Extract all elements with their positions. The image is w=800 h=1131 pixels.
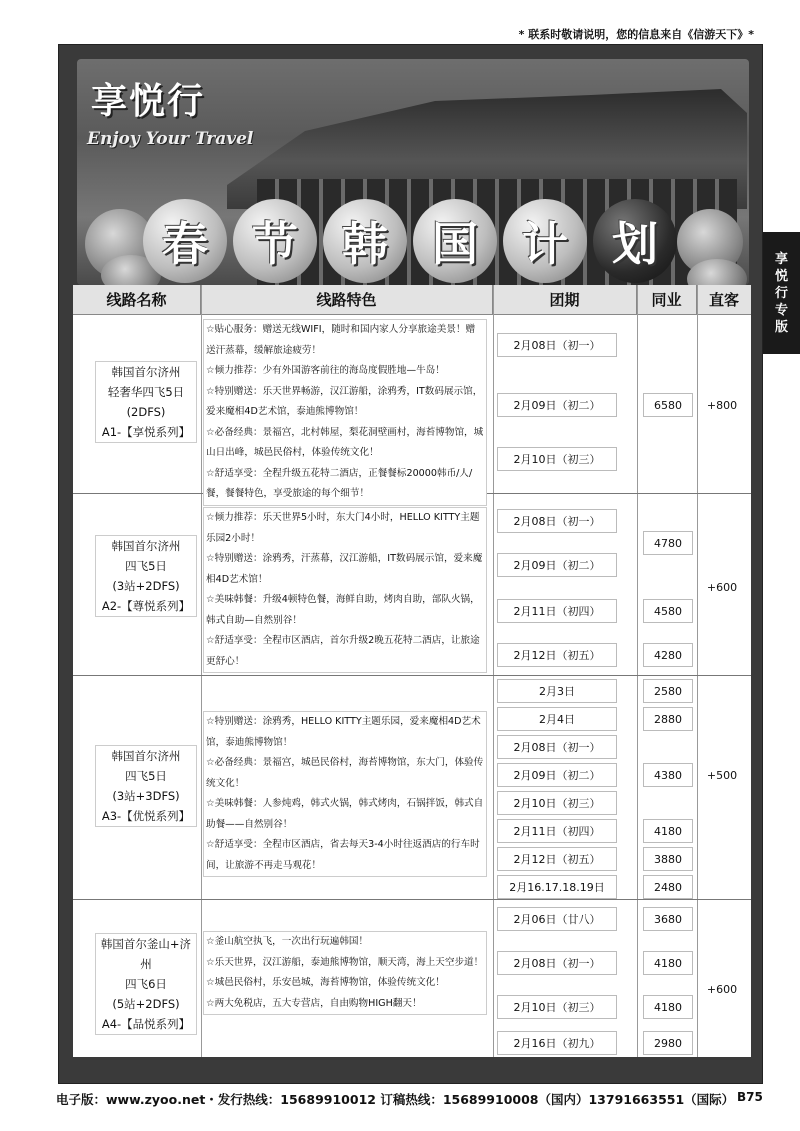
feature-item: ☆特别赠送：涂鸦秀，HELLO KITTY主题乐园，爱来魔相4D艺术馆，泰迪熊博物馆！	[206, 716, 481, 748]
source-note: * 联系时敬请说明，您的信息来自《信游天下》*	[518, 28, 754, 41]
route-name-line: A3-【优悦系列】	[101, 809, 191, 823]
column-divider	[637, 285, 638, 1057]
title-char: 春	[143, 199, 227, 283]
departure-date: 2月16.17.18.19日	[497, 875, 617, 899]
side-tab-char: 版	[774, 319, 788, 335]
feature-item: ☆倾力推荐：乐天世界5小时，东大门4小时，HELLO KITTY主题乐园2小时！	[206, 512, 480, 544]
trade-price: 3680	[643, 907, 693, 931]
route-name-line: 四飞6日	[125, 977, 167, 991]
trade-price: 2880	[643, 707, 693, 731]
feature-item: ☆美味韩餐：人参炖鸡，韩式火锅，韩式烤肉，石锅拌饭，韩式自助餐——自然别谷！	[206, 798, 484, 830]
column-divider	[493, 285, 494, 1057]
ad-frame	[58, 44, 763, 1084]
route-name-a1	[95, 361, 197, 443]
header-direct-price: 直客	[697, 285, 751, 315]
departure-date: 2月11日（初四）	[497, 819, 617, 843]
trade-price: 4180	[643, 995, 693, 1019]
feature-item: ☆倾力推荐：少有外国游客前往的海岛度假胜地—牛岛！	[206, 365, 445, 376]
trade-price: 4580	[643, 599, 693, 623]
departure-date: 2月09日（初二）	[497, 763, 617, 787]
brand-tagline: Enjoy Your Travel	[87, 129, 254, 149]
departure-date: 2月4日	[497, 707, 617, 731]
route-name-line: (2DFS)	[126, 405, 166, 419]
trade-price: 2980	[643, 1031, 693, 1055]
page-number: B75	[737, 1090, 763, 1104]
feature-item: ☆城邑民俗村，乐安邑城，海苔博物馆，体验传统文化！	[206, 977, 445, 988]
column-divider	[201, 285, 202, 1057]
departure-date: 2月11日（初四）	[497, 599, 617, 623]
itinerary-table	[73, 285, 751, 1057]
side-tab-char: 专	[774, 302, 788, 318]
header-route-features: 线路特色	[201, 285, 493, 315]
trade-price: 4180	[643, 951, 693, 975]
feature-item: ☆必备经典：景福宫，城邑民俗村，海苔博物馆，东大门，体验传统文化！	[206, 757, 484, 789]
departure-date: 2月10日（初三）	[497, 447, 617, 471]
departure-date: 2月09日（初二）	[497, 393, 617, 417]
banner	[77, 59, 749, 285]
feature-item: ☆釜山航空执飞，一次出行玩遍韩国！	[206, 936, 369, 947]
feature-item: ☆舒适享受：全程市区酒店，首尔升级2晚五花特二酒店，让旅途更舒心！	[206, 635, 480, 667]
feature-item: ☆特别赠送：乐天世界畅游，汉江游船，涂鸦秀，IT数码展示馆，爱来魔相4D艺术馆，泰迪熊博物馆！	[206, 385, 483, 417]
header-trade-price: 同业	[637, 285, 697, 315]
direct-price: +500	[701, 763, 743, 787]
route-features-a3	[203, 711, 487, 877]
trade-price: 4280	[643, 643, 693, 667]
feature-item: ☆贴心服务：赠送无线WIFI，随时和国内家人分享旅途美景！赠送汗蒸幕，缓解旅途疲劳！	[206, 324, 476, 356]
trade-price: 2580	[643, 679, 693, 703]
footer-contact: 电子版：www.zyoo.net・发行热线：15689910012 订稿热线：15689910008（国内）13791663551（国际）	[56, 1092, 735, 1107]
column-divider	[697, 285, 698, 1057]
side-tab-char: 享	[774, 251, 788, 267]
route-name-line: (3站+3DFS)	[112, 789, 180, 803]
departure-date: 2月3日	[497, 679, 617, 703]
header-route-name: 线路名称	[73, 285, 201, 315]
trade-price: 3880	[643, 847, 693, 871]
departure-date: 2月06日（廿八）	[497, 907, 617, 931]
feature-item: ☆舒适享受：全程升级五花特二酒店，正餐餐标20000韩币/人/餐，餐餐特色，享受旅途的每个细节！	[206, 467, 473, 499]
route-name-a3	[95, 745, 197, 827]
route-name-line: A4-【品悦系列】	[101, 1017, 191, 1031]
title-char: 节	[233, 199, 317, 283]
route-name-a2	[95, 535, 197, 617]
trade-price: 4180	[643, 819, 693, 843]
departure-date: 2月10日（初三）	[497, 995, 617, 1019]
trade-price: 4780	[643, 531, 693, 555]
route-name-line: A1-【享悦系列】	[101, 425, 191, 439]
route-name-line: 韩国首尔济州	[111, 749, 181, 763]
route-name-line: 四飞5日	[125, 559, 167, 573]
route-features-a1	[203, 319, 487, 506]
feature-item: ☆必备经典：景福宫，北村韩屋，梨花洞壁画村，海苔博物馆，城山日出峰，城邑民俗村，体验传统文化！	[206, 426, 484, 458]
direct-price: +600	[701, 575, 743, 599]
route-name-line: A2-【尊悦系列】	[101, 599, 191, 613]
departure-date: 2月12日（初五）	[497, 847, 617, 871]
route-features-a4	[203, 931, 487, 1015]
feature-item: ☆两大免税店，五大专营店，自由购物HIGH翻天！	[206, 997, 422, 1009]
side-tab-char: 悦	[774, 268, 788, 284]
feature-item: ☆美味韩餐：升级4顿特色餐，海鲜自助，烤肉自助，部队火锅，韩式自助—自然别谷！	[206, 594, 480, 626]
banner-title	[143, 199, 677, 283]
route-name-line: (5站+2DFS)	[112, 997, 180, 1011]
title-char: 韩	[323, 199, 407, 283]
title-char: 划	[593, 199, 677, 283]
departure-date: 2月08日（初一）	[497, 735, 617, 759]
departure-date: 2月16日（初九）	[497, 1031, 617, 1055]
feature-item: ☆舒适享受：全程市区酒店，省去每天3-4小时往返酒店的行车时间，让旅游不再走马观花！	[206, 839, 480, 871]
departure-date: 2月08日（初一）	[497, 509, 617, 533]
route-name-a4	[95, 933, 197, 1035]
brand-logo: 享悦行	[91, 81, 206, 122]
departure-date: 2月12日（初五）	[497, 643, 617, 667]
departure-date: 2月10日（初三）	[497, 791, 617, 815]
feature-item: ☆乐天世界，汉江游船，泰迪熊博物馆，顺天湾，海上天空步道！	[206, 956, 484, 968]
route-name-line: (3站+2DFS)	[112, 579, 180, 593]
feature-item: ☆特别赠送：涂鸦秀，汗蒸幕，汉江游船，IT数码展示馆，爱来魔相4D艺术馆！	[206, 553, 483, 585]
row-divider	[73, 899, 751, 900]
route-name-line: 韩国首尔济州	[111, 365, 181, 379]
title-char: 国	[413, 199, 497, 283]
side-tab	[763, 232, 800, 354]
route-name-line: 四飞5日	[125, 769, 167, 783]
route-name-line: 轻奢华四飞5日	[107, 385, 185, 399]
route-name-line: 韩国首尔釜山+济州	[100, 937, 192, 971]
route-features-a2	[203, 507, 487, 673]
departure-date: 2月08日（初一）	[497, 333, 617, 357]
side-tab-char: 行	[774, 285, 788, 301]
title-char: 计	[503, 199, 587, 283]
header-dates: 团期	[493, 285, 637, 315]
departure-date: 2月09日（初二）	[497, 553, 617, 577]
trade-price: 4380	[643, 763, 693, 787]
direct-price: +600	[701, 977, 743, 1001]
row-divider	[73, 675, 751, 676]
departure-date: 2月08日（初一）	[497, 951, 617, 975]
direct-price: +800	[701, 393, 743, 417]
route-name-line: 韩国首尔济州	[111, 539, 181, 553]
trade-price: 6580	[643, 393, 693, 417]
trade-price: 2480	[643, 875, 693, 899]
